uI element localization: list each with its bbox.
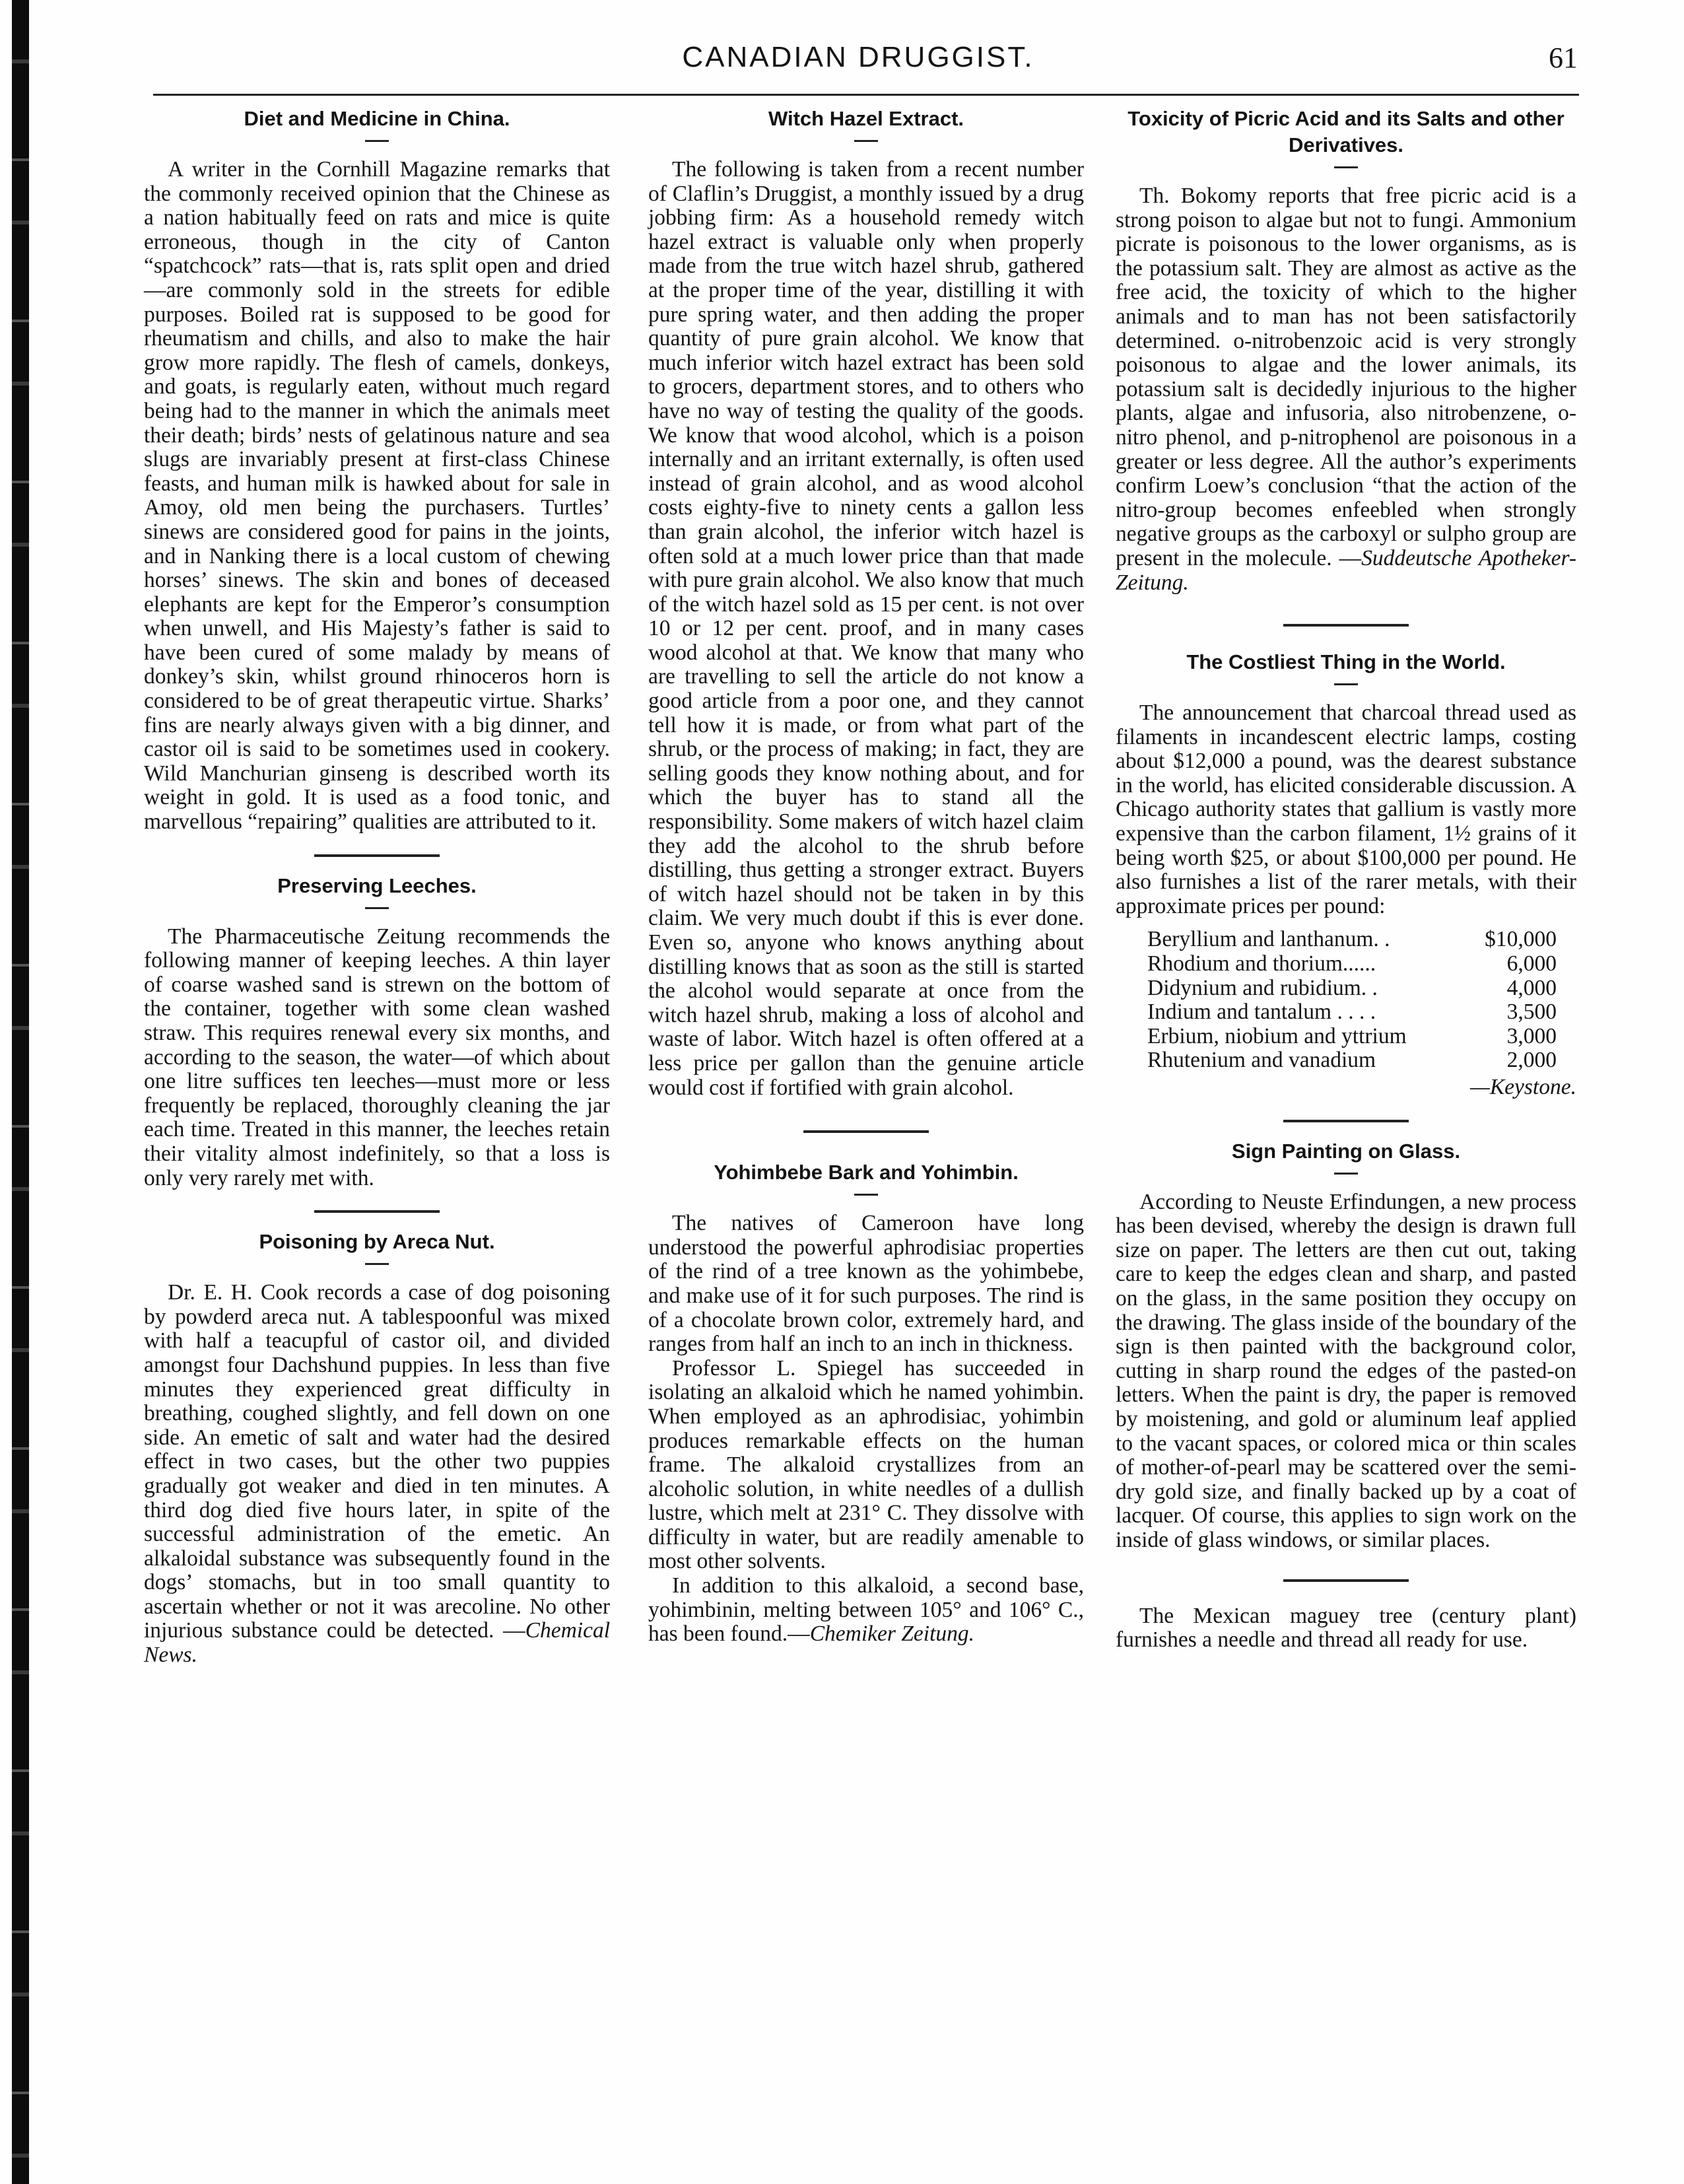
page-number: 61 [1549,42,1578,74]
article-title: Yohimbebe Bark and Yohimbin. [714,1161,1019,1184]
article-paragraph: The Mexican maguey tree (century plant) furnishes a needle and thread all ready for use. [1116,1603,1576,1653]
price-row [1147,1048,1557,1073]
metal-name: Beryllium and lanthanum. . [1147,927,1390,952]
source-citation: Chemical News. [144,1618,610,1668]
article-separator [803,1130,929,1133]
column-3 [1116,106,1576,1653]
metal-price-table [1147,928,1557,1073]
paragraph-text: Dr. E. H. Cook records a case of dog poisoning by powderd areca nut. A tablespoonful was mixed with half a teacupful of castor oil, and divided amongst four Dachshund puppies. In less than five minutes they experienced great difficulty in breathing, coughed slightly, and fell down on one side. An emetic of salt and water had the desired effect in two cases, but the other two puppies gradually got weaker and died in ten minutes. A third dog died five hours later, in spite of the successful administration of the emetic. An alkaloidal substance was subsequently found in the dogs’ stomachs, but in too small quantity to ascertain whether or not it was arecoline. No other injurious substance could be detected. — [144,1280,610,1643]
title-dash [1334,683,1358,685]
title-dash [365,1263,389,1265]
article-paragraph [144,1281,610,1668]
metal-price: 6,000 [1506,951,1557,976]
metal-price: 3,500 [1506,1000,1557,1025]
article-title: The Costliest Thing in the World. [1186,650,1506,674]
article-title: Diet and Medicine in China. [244,107,510,130]
metal-price: $10,000 [1485,927,1557,952]
journal-title: CANADIAN DRUGGIST. [682,41,1034,73]
article-paragraph [1116,184,1576,595]
article-separator [314,854,440,857]
metal-price: 2,000 [1506,1048,1557,1073]
article-title: Witch Hazel Extract. [768,107,964,130]
title-dash [365,907,389,909]
metal-name: Indium and tantalum . . . . [1147,1000,1376,1025]
article-paragraph: The natives of Cameroon have long understood the powerful aphrodisiac properties of the rind of a tree known as the yohimbebe, and make use of it for such purposes. The rind is of a chocolate brown color, extremely hard, and ranges from half an inch to an inch in thickness. [648,1211,1084,1357]
title-dash [854,140,878,142]
article-paragraph: The announcement that charcoal thread used as filaments in incandescent electric lamps, costing about $12,000 a pound, was the dearest substance in the world, has elicited considerable discussion. A Chicago authority states that gallium is vastly more expensive than the carbon filament, 1½ grains of it being worth $25, or about $100,000 per pound. He also furnishes a list of the rarer metals, with their approximate prices per pound: [1116,700,1576,918]
title-dash [1334,1173,1358,1175]
metal-price: 3,000 [1506,1023,1557,1048]
paragraph-text: Th. Bokomy reports that free picric acid is a strong poison to algae but not to fungi. Ammonium picrate is poisonous to the lower organisms, as is the potassium salt. They are almost as active as the free acid, the toxicity of which to the higher animals and to man has not been satisfactorily determined. o-nitrobenzoic acid is very strongly poisonous to algae and the lower animals, its potassium salt is decidedly injurious to the higher plants, algae and infusoria, also nitrobenzene, o-nitro phenol, and p-nitrophenol are poisonous in a greater or less degree. All the author’s experiments confirm Loew’s conclusion “that the action of the nitro-group becomes enfeebled when strongly negative groups as the carboxyl or sulpho group are present in the molecule. — [1116,184,1576,570]
price-row [1147,976,1557,1001]
article-title: Sign Painting on Glass. [1231,1139,1461,1163]
article-paragraph: According to Neuste Erfindungen, a new process has been devised, whereby the design is drawn full size on paper. The letters are then cut out, taking care to keep the edges clean and sharp, and pasted on the glass, in the same position they occupy on the drawing. The glass inside of the boundary of the sign is then painted with the background color, cutting in sharp round the edges of the pasted-on letters. When the paint is dry, the paper is removed by moistening, and gold or aluminum leaf applied to the vacant spaces, or colored mica or thin scales of mother-of-pearl may be scattered over the semi-dry gold size, and finally backed up by a coat of lacquer. Of course, this applies to sign work on the inside of glass windows, or similar places. [1116,1189,1576,1552]
page-header [132,41,1584,87]
article-paragraph: Professor L. Spiegel has succeeded in isolating an alkaloid which he named yohimbin. When employed as an aphrodisiac, yohimbin produces remarkable effects on the human frame. The alkaloid crystallizes from an alcoholic solution, in white needles of a dullish lustre, which melt at 231° C. They dissolve with difficulty in water, but are readily amenable to most other solvents. [648,1355,1084,1574]
price-row [1147,1000,1557,1025]
column-2 [648,106,1084,1647]
article-separator [314,1210,440,1213]
article-title: Preserving Leeches. [277,873,477,897]
column-1 [144,106,610,1668]
header-rule [153,94,1579,96]
article-title: Poisoning by Areca Nut. [259,1230,495,1254]
metal-name: Erbium, niobium and yttrium [1147,1023,1407,1048]
title-dash [365,140,389,142]
article-paragraph: The Pharmaceutische Zeitung recommends the following manner of keeping leeches. A thin layer of coarse washed sand is strewn on the bottom of the container, together with some clean washed straw. This requires renewal every six months, and according to the season, the water—of which about one litre suffices ten leeches—must more or less frequently be replaced, thoroughly cleaning the jar each time. Treated in this manner, the leeches retain their vitality almost indefinitely, so that a loss is only very rarely met with. [144,924,610,1190]
article-paragraph: The following is taken from a recent number of Claflin’s Druggist, a monthly issued by a drug jobbing firm: As a household remedy witch hazel extract is valuable only when properly made from the true witch hazel shrub, gathered at the proper time of the year, distilling it with pure spring water, and then adding the proper quantity of pure grain alcohol. We know that much inferior witch hazel extract has been sold to grocers, department stores, and to others who have no way of testing the quality of the goods. We know that wood alcohol, which is a poison internally and an irritant externally, is often used instead of grain alcohol, and as wood alcohol costs eighty-five to ninety cents a gallon less than grain alcohol, the inferior witch hazel is often sold at a much lower price than that made with pure grain alcohol. We also know that much of the witch hazel sold as 15 per cent. is not over 10 or 12 per cent. proof, and in many cases wood alcohol at that. We know that many who are travelling to sell the article do not know a good article from a poor one, and they cannot tell how it is made, or from what part of the shrub, or the process of making; in fact, they are selling goods they know nothing about, and for which the buyer has to stand all the responsibility. Some makers of witch hazel claim they add the alcohol to the shrub before distilling, thus getting a stronger extract. Buyers of witch hazel should not be taken in by this claim. We very much doubt if this is ever done. Even so, anyone who knows anything about distilling knows that as soon as the still is started the alcohol would separate at once from the witch hazel shrub, making a loss of alcohol and waste of labor. Witch hazel is often offered at a less price per gallon than the genuine article would cost if fortified with grain alcohol. [648,157,1084,1100]
title-dash [1334,166,1358,168]
price-row [1147,1025,1557,1049]
article-separator [1283,624,1409,627]
metal-name: Didynium and rubidium. . [1147,975,1378,1000]
price-row [1147,952,1557,976]
source-citation: —Keystone. [1470,1075,1576,1099]
source-citation: Chemiker Zeitung. [809,1621,975,1647]
metal-name: Rhutenium and vanadium [1147,1048,1376,1073]
paragraph-text: In addition to this alkaloid, a second base, yohimbinin, melting between 105° and 106° C., has been found.— [648,1573,1084,1647]
article-paragraph [648,1574,1084,1647]
article-separator [1283,1120,1409,1122]
title-dash [854,1194,878,1196]
article-paragraph: A writer in the Cornhill Magazine remarks that the commonly received opinion that the Chinese as a nation habitually feed on rats and mice is quite erroneous, though in the city of Canton “spatchcock” rats—that is, rats split open and dried—are commonly sold in the streets for edible purposes. Boiled rat is supposed to be good for rheumatism and chills, and also to make the hair grow more rapidly. The flesh of camels, donkeys, and goats, is regularly eaten, without much regard being had to the manner in which the animals meet their death; birds’ nests of gelatinous nature and sea slugs are invariably present at first-class Chinese feasts, and human milk is hawked about for sale in Amoy, old men being the purchasers. Turtles’ sinews are considered good for pains in the joints, and in Nanking there is a local custom of chewing horses’ sinews. The skin and bones of deceased elephants are kept for the Emperor’s consumption when unwell, and His Majesty’s father is said to have been cured of some malady by means of donkey’s skin, whilst ground rhinoceros horn is considered to be of great therapeutic virtue. Sharks’ fins are nearly always given with a big dinner, and castor oil is said to be sometimes used in cookery. Wild Manchurian ginseng is described worth its weight in gold. It is used as a food tonic, and marvellous “repairing” qualities are attributed to it. [144,157,610,835]
price-row [1147,928,1557,952]
article-separator [1283,1579,1409,1582]
page-binding-edge [12,0,29,2184]
metal-price: 4,000 [1506,975,1557,1000]
source-citation: Suddeutsche Apotheker-Zeitung. [1116,545,1576,595]
article-title: Toxicity of Picric Acid and its Salts and other Derivatives. [1128,107,1565,156]
metal-name: Rhodium and thorium...... [1147,951,1376,976]
